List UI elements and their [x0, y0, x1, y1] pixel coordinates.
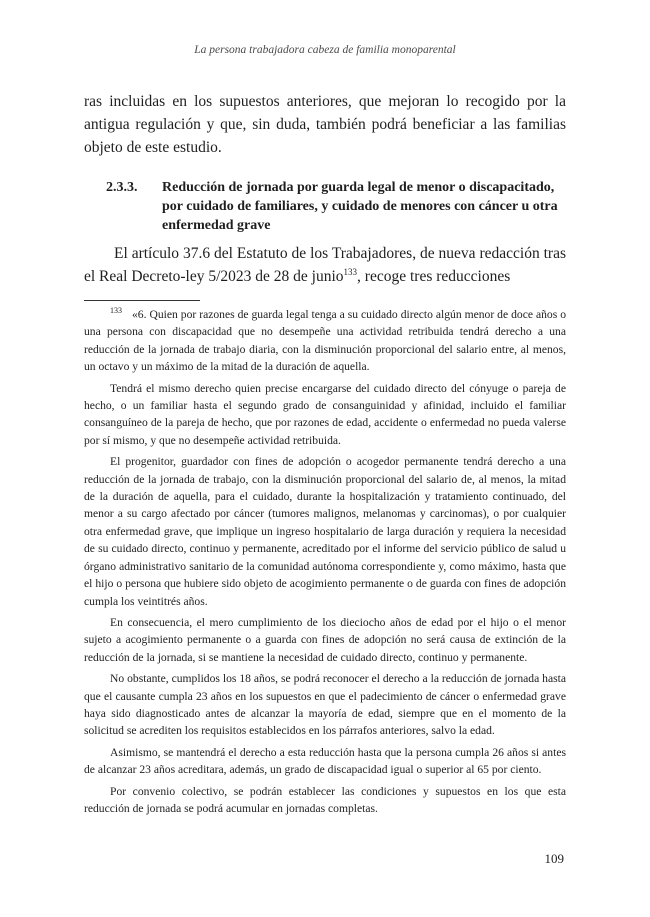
- body-paragraph-article: [84, 242, 566, 288]
- footnote-paragraph: Asimismo, se mantendrá el derecho a esta reducción hasta que la persona cumpla 26 años si antes de alcanzar 23 años acreditara, además, un grado de discapacidad igual o superior al 65 por ciento.: [84, 745, 566, 777]
- footnote-number: 133: [110, 306, 122, 316]
- footnote-reference[interactable]: 133: [343, 266, 358, 277]
- footnote-text: «6. Quien por razones de guarda legal tenga a su cuidado directo algún menor de doce años o una persona con discapacidad que no desempeñe una actividad retribuida tendrá derecho a una reducción de la jornada de trabajo diaria, con la disminución proporcional del salario entre, al menos, un octavo y un máximo de la mitad de la duración de aquella.: [84, 308, 566, 374]
- footnote-separator: [84, 300, 200, 301]
- footnote-paragraph: En consecuencia, el mero cumplimiento de los dieciocho años de edad por el hijo o el menor sujeto a acogimiento permanente o a guarda con fines de adopción no será causa de extinción de la reducción de la jornada, si se mantiene la necesidad de cuidado directo, continuo y permanente.: [84, 615, 566, 664]
- footnote-paragraph: Por convenio colectivo, se podrán establecer las condiciones y supuestos en los que esta reducción de jornada se podrá acumular en jornadas completas.: [84, 784, 566, 815]
- paragraph-text-after-ref: , recoge tres reducciones: [357, 268, 511, 285]
- body-paragraph-continuation: ras incluidas en los supuestos anteriores, que mejoran lo recogido por la antigua regulación y que, sin duda, también podrá beneficiar a las familias objeto de este estudio.: [84, 93, 566, 156]
- footnote-paragraph: [84, 306, 566, 376]
- section-heading: [106, 178, 568, 235]
- section-number: 2.3.3.: [106, 180, 138, 195]
- page-number: 109: [544, 851, 564, 866]
- running-header: La persona trabajadora cabeza de familia monoparental: [194, 44, 456, 56]
- section-title: Reducción de jornada por guarda legal de menor o discapacitado, por cuidado de familiares, y cuidado de menores con cáncer u otra enfermedad grave: [162, 180, 558, 233]
- paragraph-text-before-ref: El artículo 37.6 del Estatuto de los Trabajadores, de nueva redacción tras el Real Decreto-ley 5/2023 de 28 de junio: [84, 245, 566, 285]
- footnote-paragraph: El progenitor, guardador con fines de adopción o acogedor permanente tendrá derecho a una reducción de la jornada de trabajo, con la disminución proporcional del salario de, al menos, la mitad de la duración de aquella, para el cuidado, durante la hospitalización y tratamiento continuado, del menor a su cargo afectado por cáncer (tumores malignos, melanomas y carcinomas), o por cualquier otra enfermedad grave, que implique un ingreso hospitalario de larga duración y requiera la necesidad de su cuidado directo, continuo y permanente, acreditado por el informe del servicio público de salud u órgano administrativo sanitario de la comunidad autónoma correspondiente y, como máximo, hasta que el hijo o persona que hubiere sido objeto de acogimiento permanente o de guarda con fines de adopción cumpla los veintitrés años.: [84, 455, 566, 608]
- footnote-paragraph: Tendrá el mismo derecho quien precise encargarse del cuidado directo del cónyuge o pareja de hecho, o un familiar hasta el segundo grado de consanguinidad y afinidad, incluido el familiar consanguíneo de la pareja de hecho, que por razones de edad, accidente o enfermedad no pueda valerse por sí mismo, y que no desempeñe actividad retribuida.: [84, 381, 566, 447]
- footnote-block: [84, 306, 566, 821]
- footnote-paragraph: No obstante, cumplidos los 18 años, se podrá reconocer el derecho a la reducción de jornada hasta que el causante cumpla 23 años en los supuestos en que el padecimiento de cáncer o enfermedad grave haya sido diagnosticado antes de alcanzar la mayoría de edad, siempre que en el momento de la solicitud se acrediten los requisitos establecidos en los párrafos anteriores, salvo la edad.: [84, 672, 566, 738]
